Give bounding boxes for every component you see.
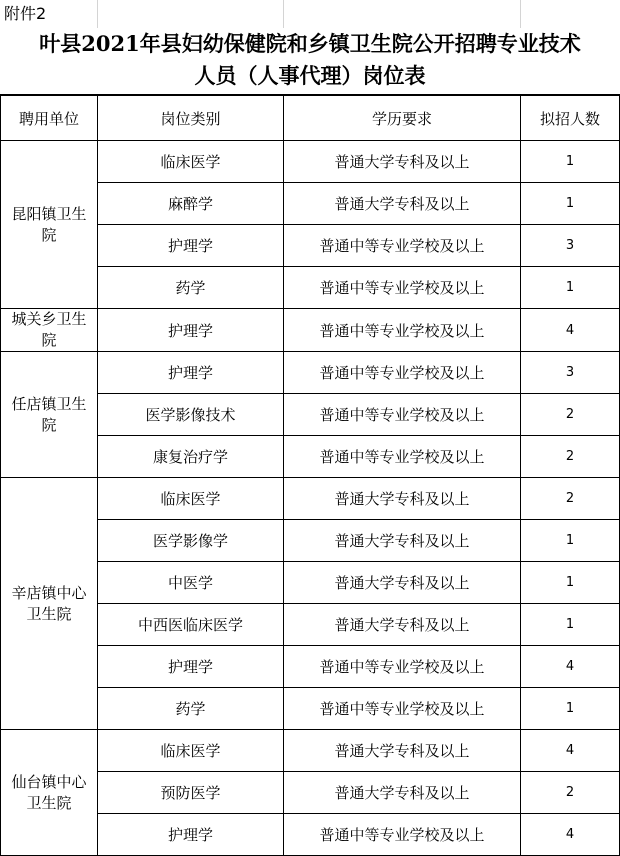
cell-education: 普通中等专业学校及以上 bbox=[284, 814, 521, 856]
title-line-1: 叶县2021年县妇幼保健院和乡镇卫生院公开招聘专业技术 bbox=[39, 31, 581, 56]
cell-category: 临床医学 bbox=[98, 478, 284, 520]
cell-education: 普通大学专科及以上 bbox=[284, 772, 521, 814]
cell-education: 普通大学专科及以上 bbox=[284, 183, 521, 225]
cell-education: 普通中等专业学校及以上 bbox=[284, 225, 521, 267]
cell-education: 普通大学专科及以上 bbox=[284, 730, 521, 772]
cell-category: 护理学 bbox=[98, 309, 284, 352]
page-title bbox=[0, 28, 620, 95]
cell-education: 普通中等专业学校及以上 bbox=[284, 646, 521, 688]
cell-category: 护理学 bbox=[98, 225, 284, 267]
cell-category: 医学影像学 bbox=[98, 520, 284, 562]
cell-category: 中西医临床医学 bbox=[98, 604, 284, 646]
header-count: 拟招人数 bbox=[521, 96, 620, 141]
cell-education: 普通大学专科及以上 bbox=[284, 604, 521, 646]
table-row bbox=[1, 478, 620, 520]
table-row bbox=[1, 141, 620, 183]
cell-count: 4 bbox=[521, 646, 620, 688]
cell-unit: 辛店镇中心卫生院 bbox=[1, 478, 98, 730]
table-row bbox=[1, 309, 620, 352]
table-row bbox=[1, 352, 620, 394]
cell-count: 4 bbox=[521, 730, 620, 772]
cell-education: 普通中等专业学校及以上 bbox=[284, 436, 521, 478]
cell-unit: 城关乡卫生院 bbox=[1, 309, 98, 352]
cell-count: 4 bbox=[521, 814, 620, 856]
cell-education: 普通大学专科及以上 bbox=[284, 520, 521, 562]
cell-category: 临床医学 bbox=[98, 141, 284, 183]
cell-count: 1 bbox=[521, 183, 620, 225]
table-row bbox=[1, 730, 620, 772]
spreadsheet-gridlines bbox=[0, 0, 620, 28]
cell-education: 普通中等专业学校及以上 bbox=[284, 267, 521, 309]
cell-count: 1 bbox=[521, 604, 620, 646]
cell-count: 1 bbox=[521, 520, 620, 562]
header-unit: 聘用单位 bbox=[1, 96, 98, 141]
cell-count: 3 bbox=[521, 225, 620, 267]
cell-count: 2 bbox=[521, 772, 620, 814]
cell-category: 护理学 bbox=[98, 646, 284, 688]
header-education: 学历要求 bbox=[284, 96, 521, 141]
cell-category: 医学影像技术 bbox=[98, 394, 284, 436]
cell-count: 1 bbox=[521, 141, 620, 183]
annex-label: 附件2 bbox=[4, 4, 47, 23]
cell-count: 3 bbox=[521, 352, 620, 394]
positions-table bbox=[0, 95, 620, 856]
cell-count: 1 bbox=[521, 562, 620, 604]
cell-count: 4 bbox=[521, 309, 620, 352]
cell-unit: 仙台镇中心卫生院 bbox=[1, 730, 98, 856]
cell-category: 预防医学 bbox=[98, 772, 284, 814]
cell-category: 临床医学 bbox=[98, 730, 284, 772]
cell-category: 麻醉学 bbox=[98, 183, 284, 225]
cell-count: 2 bbox=[521, 436, 620, 478]
cell-category: 药学 bbox=[98, 688, 284, 730]
header-category: 岗位类别 bbox=[98, 96, 284, 141]
cell-education: 普通中等专业学校及以上 bbox=[284, 309, 521, 352]
table-header-row bbox=[1, 96, 620, 141]
cell-category: 护理学 bbox=[98, 814, 284, 856]
cell-category: 药学 bbox=[98, 267, 284, 309]
cell-education: 普通中等专业学校及以上 bbox=[284, 688, 521, 730]
title-line-2: 人员（人事代理）岗位表 bbox=[194, 63, 426, 88]
cell-education: 普通中等专业学校及以上 bbox=[284, 352, 521, 394]
cell-education: 普通大学专科及以上 bbox=[284, 141, 521, 183]
cell-count: 2 bbox=[521, 478, 620, 520]
cell-category: 康复治疗学 bbox=[98, 436, 284, 478]
cell-unit: 昆阳镇卫生院 bbox=[1, 141, 98, 309]
cell-education: 普通中等专业学校及以上 bbox=[284, 394, 521, 436]
cell-category: 护理学 bbox=[98, 352, 284, 394]
cell-education: 普通大学专科及以上 bbox=[284, 478, 521, 520]
cell-unit: 任店镇卫生院 bbox=[1, 352, 98, 478]
cell-count: 1 bbox=[521, 688, 620, 730]
cell-category: 中医学 bbox=[98, 562, 284, 604]
cell-education: 普通大学专科及以上 bbox=[284, 562, 521, 604]
cell-count: 1 bbox=[521, 267, 620, 309]
cell-count: 2 bbox=[521, 394, 620, 436]
